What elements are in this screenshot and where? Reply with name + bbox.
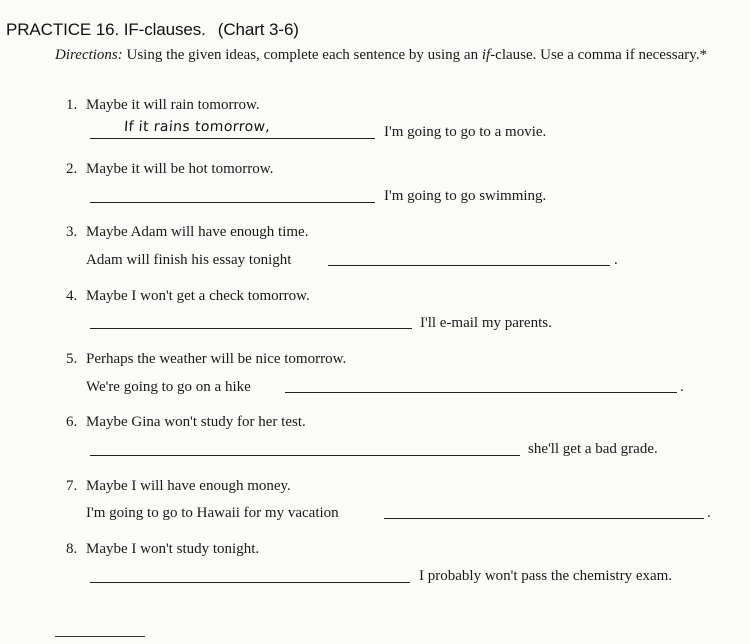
item-8-answer-blank[interactable] [90, 582, 410, 583]
item-number: 3. [66, 224, 78, 240]
item-1-prompt [66, 95, 736, 115]
item-2-clause: I'm going to go swimming. [384, 188, 547, 204]
item-prompt: Perhaps the weather will be nice tomorrow. [86, 351, 347, 367]
item-2-prompt [66, 159, 736, 179]
item-5-period: . [680, 379, 684, 395]
directions-if-word: if [481, 47, 491, 63]
item-7-clause: I'm going to go to Hawaii for my vacation [86, 505, 339, 521]
item-prompt: Maybe I will have enough money. [86, 478, 291, 494]
item-number: 1. [66, 97, 78, 113]
item-7-prompt [66, 476, 736, 496]
item-5-answer-blank[interactable] [285, 392, 677, 393]
item-prompt: Maybe it will be hot tomorrow. [86, 161, 274, 177]
item-3-period: . [614, 252, 618, 268]
item-5-clause: We're going to go on a hike [86, 379, 251, 395]
item-number: 7. [66, 478, 78, 494]
exercise-title [6, 20, 299, 40]
item-7-answer-blank[interactable] [384, 518, 704, 519]
item-5-prompt [66, 349, 736, 369]
item-prompt: Maybe Gina won't study for her test. [86, 414, 306, 430]
directions-text-before: Using the given ideas, complete each sentence by using an [122, 47, 482, 63]
item-1-answer-blank[interactable] [90, 138, 375, 139]
item-4-prompt [66, 286, 736, 306]
item-8-clause: I probably won't pass the chemistry exam. [419, 568, 673, 584]
item-3-clause: Adam will finish his essay tonight [86, 252, 292, 268]
chart-reference: (Chart 3-6) [217, 20, 299, 39]
practice-heading: PRACTICE 16. IF-clauses. [6, 20, 206, 39]
item-6-clause: she'll get a bad grade. [528, 441, 658, 457]
directions-label: Directions: [55, 47, 123, 63]
item-1-clause: I'm going to go to a movie. [384, 124, 547, 140]
item-4-answer-blank[interactable] [90, 328, 412, 329]
item-prompt: Maybe I won't study tonight. [86, 541, 260, 557]
directions-text-after: -clause. Use a comma if necessary.* [490, 47, 708, 63]
item-3-answer-blank[interactable] [328, 265, 610, 266]
item-6-prompt [66, 412, 736, 432]
item-number: 8. [66, 541, 78, 557]
footnote-divider [55, 636, 145, 637]
item-6-answer-blank[interactable] [90, 455, 520, 456]
item-8-prompt [66, 539, 736, 559]
item-3-prompt [66, 222, 736, 242]
item-number: 5. [66, 351, 78, 367]
item-prompt: Maybe I won't get a check tomorrow. [86, 288, 310, 304]
item-7-period: . [707, 505, 711, 521]
item-prompt: Maybe Adam will have enough time. [86, 224, 309, 240]
item-prompt: Maybe it will rain tomorrow. [86, 97, 260, 113]
item-4-clause: I'll e-mail my parents. [420, 315, 552, 331]
item-number: 2. [66, 161, 78, 177]
item-number: 6. [66, 414, 78, 430]
item-number: 4. [66, 288, 78, 304]
directions [55, 45, 735, 65]
item-2-answer-blank[interactable] [90, 202, 375, 203]
item-1-handwritten-answer: If it rains tomorrow, [123, 119, 271, 135]
